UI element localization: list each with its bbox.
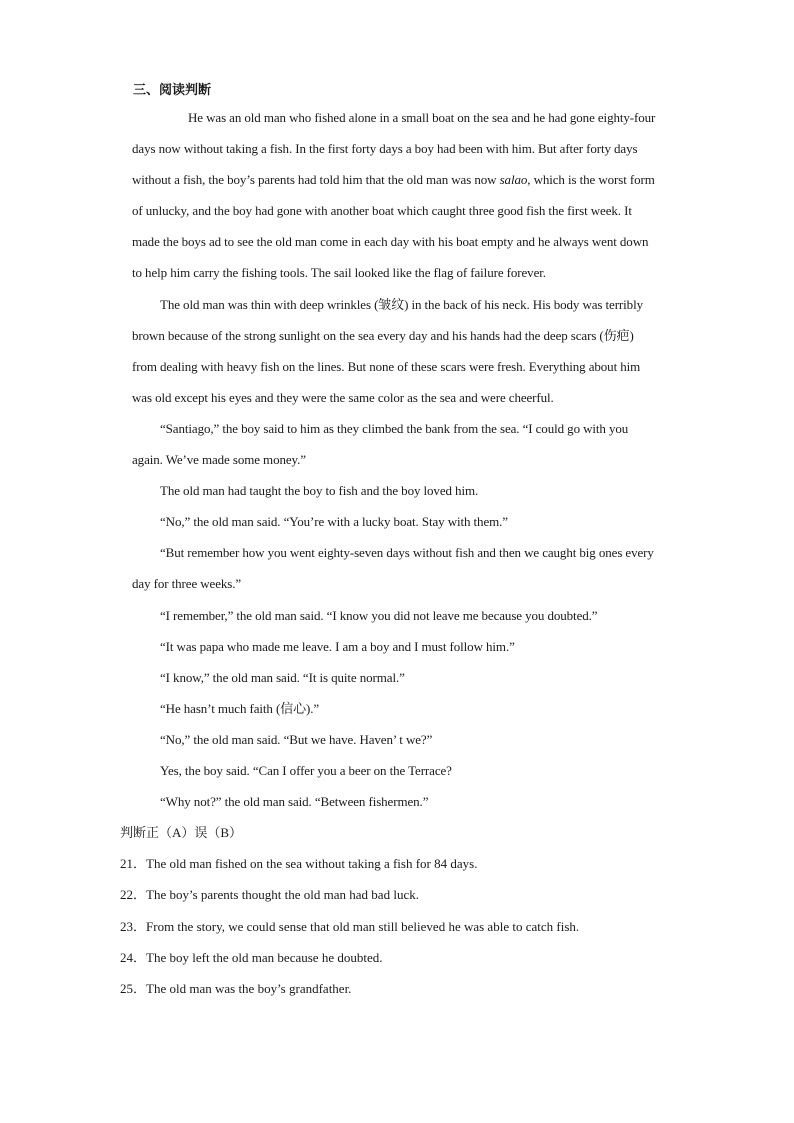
passage-paragraph — [132, 724, 660, 755]
question-number: 23． — [120, 918, 147, 934]
question-text: The old man fished on the sea without taking a fish for 84 days. — [146, 856, 478, 872]
paragraph-text: “Santiago,” the boy said to him as they climbed the bank from the sea. “I could go with you again. We’ve made some money.” — [132, 420, 629, 468]
passage-paragraph — [132, 537, 660, 599]
section-title: 三、阅读判断 — [133, 83, 212, 98]
paragraph-text: “But remember how you went eighty-seven days without fish and then we caught big ones every day for three weeks.” — [132, 545, 654, 592]
paragraph-text: “I know,” the old man said. “It is quite normal.” — [160, 669, 405, 685]
passage-paragraph — [132, 786, 660, 817]
question-item — [120, 973, 660, 1004]
paragraph-text: “He hasn’t much faith (信心).” — [160, 700, 320, 716]
passage-paragraph — [132, 600, 660, 631]
passage-paragraph — [132, 506, 660, 537]
question-list — [120, 848, 660, 1004]
paragraph-text: The old man was thin with deep wrinkles (皱纹) in the back of his neck. His body was terribly brown because of the strong sunlight on the sea every day and his hands had the deep scars (伤疤) from dealing with heavy fish on the lines. But none of these scars were fresh. Everything about him was old except his eyes and they were the same color as the sea and were cheerful. — [132, 296, 643, 405]
paragraph-text: “No,” the old man said. “But we have. Haven’ t we?” — [160, 731, 433, 747]
question-text: The boy left the old man because he doubted. — [146, 949, 383, 965]
question-number: 25． — [120, 980, 147, 996]
question-instructions: 判断正（A）误（B） — [120, 825, 243, 841]
passage-paragraph — [132, 662, 660, 693]
passage-paragraph — [132, 755, 660, 786]
paragraph-text: , which is the worst form of unlucky, and the boy had gone with another boat which caught three good fish the first week. It made the boys ad to see the old man come in each day with his boat empty and he always went down to help him carry the fishing tools. The sail looked like the flag of failure forever. — [132, 172, 655, 281]
passage-paragraph — [132, 102, 660, 289]
question-text: The old man was the boy’s grandfather. — [146, 980, 352, 996]
question-item — [120, 879, 660, 910]
passage-paragraph — [132, 475, 660, 506]
paragraph-text: “No,” the old man said. “You’re with a lucky boat. Stay with them.” — [160, 514, 508, 530]
paragraph-text: “Why not?” the old man said. “Between fishermen.” — [160, 794, 429, 810]
question-number: 22． — [120, 887, 147, 903]
passage-paragraph — [132, 693, 660, 724]
reading-passage — [132, 102, 660, 817]
paragraph-text: Yes, the boy said. “Can I offer you a beer on the Terrace? — [160, 762, 452, 778]
question-number: 21． — [120, 856, 147, 872]
passage-paragraph — [132, 631, 660, 662]
paragraph-text: He was an old man who fished alone in a small boat on the sea and he had gone eighty-four days now without taking a fish. In the first forty days a boy had been with him. But after forty days without a fish, the boy’s parents had told him that the old man was now — [132, 110, 656, 188]
document-page — [120, 80, 660, 1004]
italic-term: salao — [499, 172, 528, 188]
question-item — [120, 942, 660, 973]
paragraph-text: “I remember,” the old man said. “I know you did not leave me because you doubted.” — [160, 607, 598, 623]
question-text: From the story, we could sense that old man still believed he was able to catch fish. — [146, 918, 580, 934]
passage-paragraph — [132, 289, 660, 413]
passage-paragraph — [132, 413, 660, 475]
question-number: 24． — [120, 949, 147, 965]
question-item — [120, 848, 660, 879]
question-text: The boy’s parents thought the old man had bad luck. — [146, 887, 419, 903]
paragraph-text: The old man had taught the boy to fish and the boy loved him. — [160, 483, 479, 499]
paragraph-text: “It was papa who made me leave. I am a boy and I must follow him.” — [160, 638, 515, 654]
question-item — [120, 911, 660, 942]
